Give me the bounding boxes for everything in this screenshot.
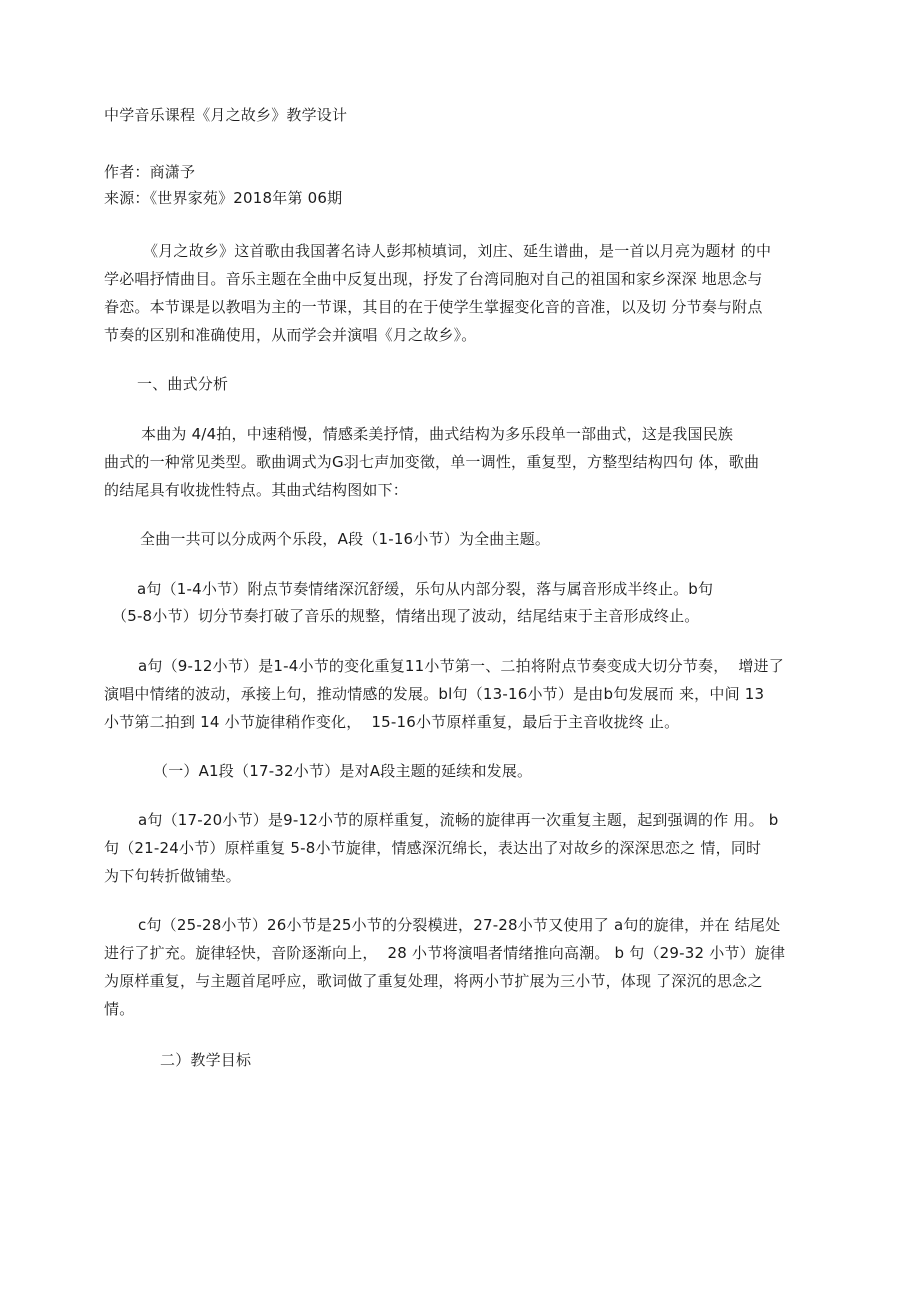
paragraph-line: 本曲为 4/4拍，中速稍慢，情感柔美抒情，曲式结构为多乐段单一部曲式，这是我国民族	[141, 425, 734, 443]
paragraph-line: a句（9-12小节）是1-4小节的变化重复11小节第一、二拍将附点节奏变成大切分节奏， 增进了	[138, 657, 784, 675]
intro-line: 眷恋。本节课是以教唱为主的一节课，其目的在于使学生掌握变化音的音准，以及切 分节奏与附点	[104, 298, 763, 316]
paragraph-line: 的结尾具有收拢性特点。其曲式结构图如下：	[104, 481, 409, 499]
source-line: 来源：《世界家苑》2018年第 06期	[104, 189, 343, 207]
paragraph-line: 小节第二拍到 14 小节旋律稍作变化， 15-16小节原样重复，最后于主音收拢终 止。	[104, 713, 680, 731]
paragraph-line: 曲式的一种常见类型。歌曲调式为G羽七声加变徵，单一调性，重复型，方整型结构四句 体，歌曲	[104, 453, 760, 471]
paragraph-line: c句（25-28小节）26小节是25小节的分裂模进，27-28小节又使用了 a句的旋律，并在 结尾处	[138, 916, 781, 934]
document-title: 中学音乐课程《月之故乡》教学设计	[104, 106, 348, 124]
intro-line: 节奏的区别和准确使用，从而学会并演唱《月之故乡》。	[104, 326, 477, 344]
intro-line: 学必唱抒情曲目。音乐主题在全曲中反复出现，抒发了台湾同胞对自己的祖国和家乡深深 地思念与	[104, 270, 763, 288]
section-heading-teaching-goals: 二）教学目标	[160, 1051, 252, 1069]
paragraph-line: （5-8小节）切分节奏打破了音乐的规整，情绪出现了波动，结尾结束于主音形成终止。	[112, 607, 700, 625]
paragraph-line: 情。	[104, 1000, 135, 1018]
intro-line: 《月之故乡》这首歌由我国著名诗人彭邦桢填词，刘庄、延生谱曲，是一首以月亮为题材 的中	[143, 242, 772, 260]
paragraph-line: 为下句转折做铺垫。	[104, 867, 241, 885]
author-line: 作者：商潇予	[104, 163, 196, 181]
paragraph-line: 进行了扩充。旋律轻快，音阶逐渐向上， 28 小节将演唱者情绪推向高潮。 b 句（29-32 小节）旋律	[104, 944, 786, 962]
paragraph-line: a句（17-20小节）是9-12小节的原样重复，流畅的旋律再一次重复主题，起到强调的作 用。 b	[138, 811, 779, 829]
subheading-a1-section: （一）A1段（17-32小节）是对A段主题的延续和发展。	[153, 762, 533, 780]
paragraph-line: 为原样重复，与主题首尾呼应，歌词做了重复处理，将两小节扩展为三小节，体现 了深沉的思念之	[104, 972, 763, 990]
paragraph-line: a句（1-4小节）附点节奏情绪深沉舒缓，乐句从内部分裂，落与属音形成半终止。b句	[137, 580, 714, 598]
paragraph-line: 演唱中情绪的波动，承接上句，推动情感的发展。bl句（13-16小节）是由b句发展而 来，中间 13	[104, 685, 765, 703]
section-heading-form-analysis: 一、曲式分析	[137, 375, 229, 393]
paragraph-a-section: 全曲一共可以分成两个乐段，A段（1-16小节）为全曲主题。	[140, 530, 551, 548]
paragraph-line: 句（21-24小节）原样重复 5-8小节旋律，情感深沉绵长，表达出了对故乡的深深思恋之 情，同时	[104, 839, 762, 857]
